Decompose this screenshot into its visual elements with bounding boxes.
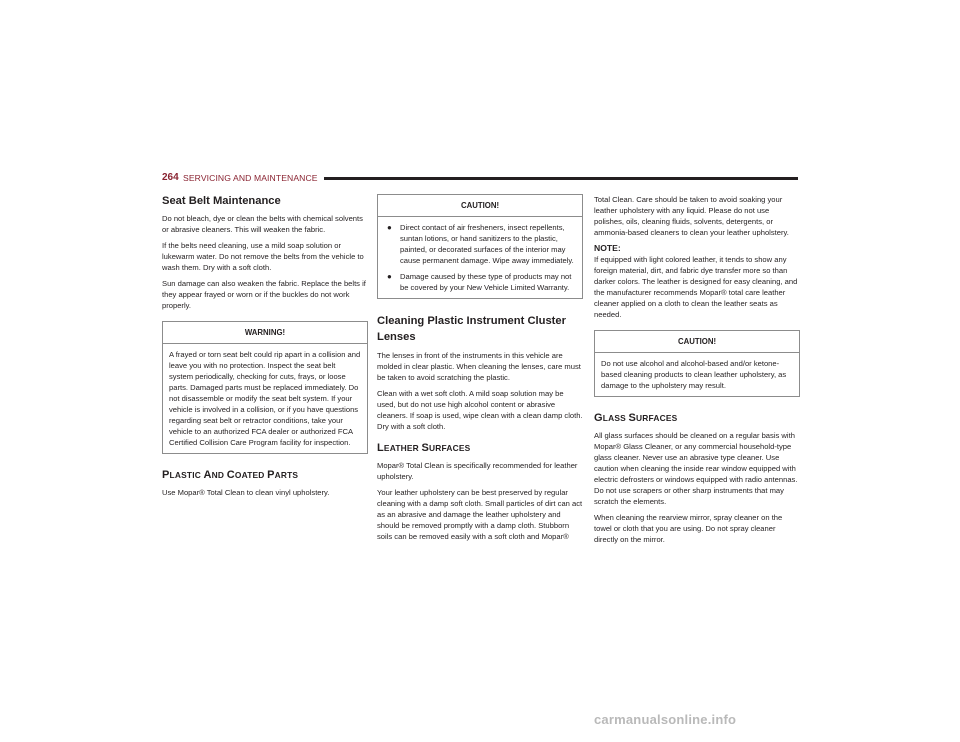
lenses-paragraph-2: Clean with a wet soft cloth. A mild soap solution may be used, but do not use high alcohol content or abrasive cleaners. If soap is used, wipe clean with a clean damp cloth. Dry with a soft cloth.: [377, 389, 583, 431]
warning-text: A frayed or torn seat belt could rip apart in a collision and leave you with no protection. Inspect the seat belt system periodically, checking for cuts, frays, or loose parts. Damaged parts must be replaced immediately. Do not disassemble or modify the seat belt system. If your vehicle is involved in a collision, or if you have questions regarding seat belt or retractor conditions, take your vehicle to an authorized FCA dealer or authorized FCA Certified Collision Care Program facility for inspection.: [169, 350, 361, 447]
bullet-dot: ●: [387, 272, 392, 281]
note-label: NOTE:: [594, 243, 621, 253]
warning-title: WARNING!: [163, 322, 367, 344]
plastic-coated-heading: PLASTIC AND COATED PARTS: [162, 469, 299, 481]
glass-surfaces-heading: GLASS SURFACES: [594, 412, 678, 424]
caution-title-2: CAUTION!: [595, 331, 799, 353]
column-2: [377, 194, 583, 547]
header-rule: [324, 177, 798, 180]
section-title: SERVICING AND MAINTENANCE: [183, 173, 318, 183]
cluster-lenses-heading: Cleaning Plastic Instrument Cluster Lenses: [377, 315, 566, 343]
watermark: carmanualsonline.info: [594, 712, 737, 727]
glass-paragraph-1: All glass surfaces should be cleaned on a regular basis with Mopar® Glass Cleaner, or any commercial household-type glass cleaner. Never use an abrasive type cleaner. Use caution when cleaning the inside rear window equipped with electric defrosters or windows equipped with radio antennas. Do not use scrapers or other sharp instruments that may scratch the elements.: [594, 431, 798, 506]
caution-text-2: Do not use alcohol and alcohol-based and/or ketone-based cleaning products to clean leather upholstery, as damage to the upholstery may result.: [601, 359, 787, 390]
glass-paragraph-2: When cleaning the rearview mirror, spray cleaner on the towel or cloth that you are using. Do not spray cleaner directly on the mirror.: [594, 513, 783, 544]
seat-belt-paragraph-1: Do not bleach, dye or clean the belts with chemical solvents or abrasive cleaners. This will weaken the fabric.: [162, 214, 363, 234]
leather-paragraph-1: Mopar® Total Clean is specifically recommended for leather upholstery.: [377, 461, 578, 481]
caution-title-1: CAUTION!: [378, 195, 582, 217]
bullet-dot: ●: [387, 223, 392, 232]
caution-bullet-2: ● Damage caused by these type of products may not be covered by your New Vehicle Limited Warranty.: [387, 272, 572, 292]
leather-paragraph-2: Your leather upholstery can be best preserved by regular cleaning with a damp soft cloth. Small particles of dirt can act as an abrasive and damage the leather upholstery and should be removed promptly with a damp cloth. Stubborn soils can be removed easily with a soft cloth and Mopar®: [377, 488, 583, 541]
note-text: If equipped with light colored leather, it tends to show any foreign material, dirt, and fabric dye transfer more so than darker colors. The leather is designed for easy cleaning, and the manufacturer recommends Mopar® total care leather cleaner applied on a cloth to clean the leather seats as needed.: [594, 255, 798, 319]
column-3: [594, 194, 800, 550]
seat-belt-heading: Seat Belt Maintenance: [162, 195, 281, 207]
caution-bullet-1: ● Direct contact of air fresheners, insect repellents, suntan lotions, or hand sanitizers to the plastic, painted, or decorated surfaces of the interior may cause permanent damage. Wipe away immediately.: [387, 223, 574, 265]
column-1: [162, 194, 368, 503]
warning-box: [162, 321, 368, 454]
seat-belt-paragraph-3: Sun damage can also weaken the fabric. Replace the belts if they appear frayed or worn or if the buckles do not work properly.: [162, 279, 366, 310]
seat-belt-paragraph-2: If the belts need cleaning, use a mild soap solution or lukewarm water. Do not remove the belts from the vehicle to wash them. Dry with a soft cloth.: [162, 241, 364, 272]
lenses-paragraph-1: The lenses in front of the instruments in this vehicle are molded in clear plastic. When cleaning the lenses, care must be taken to avoid scratching the plastic.: [377, 351, 581, 382]
plastic-paragraph: Use Mopar® Total Clean to clean vinyl upholstery.: [162, 488, 330, 497]
leather-surfaces-heading: LEATHER SURFACES: [377, 442, 471, 454]
page-number: 264: [162, 172, 179, 183]
caution-box-2: [594, 330, 800, 397]
leather-paragraph-3: Total Clean. Care should be taken to avoid soaking your leather upholstery with any liquid. Please do not use polishes, oils, cleaning fluids, solvents, detergents, or ammonia-based cleaners to clean your leather upholstery.: [594, 195, 789, 237]
page-header: [162, 172, 798, 186]
caution-box-1: [377, 194, 583, 299]
